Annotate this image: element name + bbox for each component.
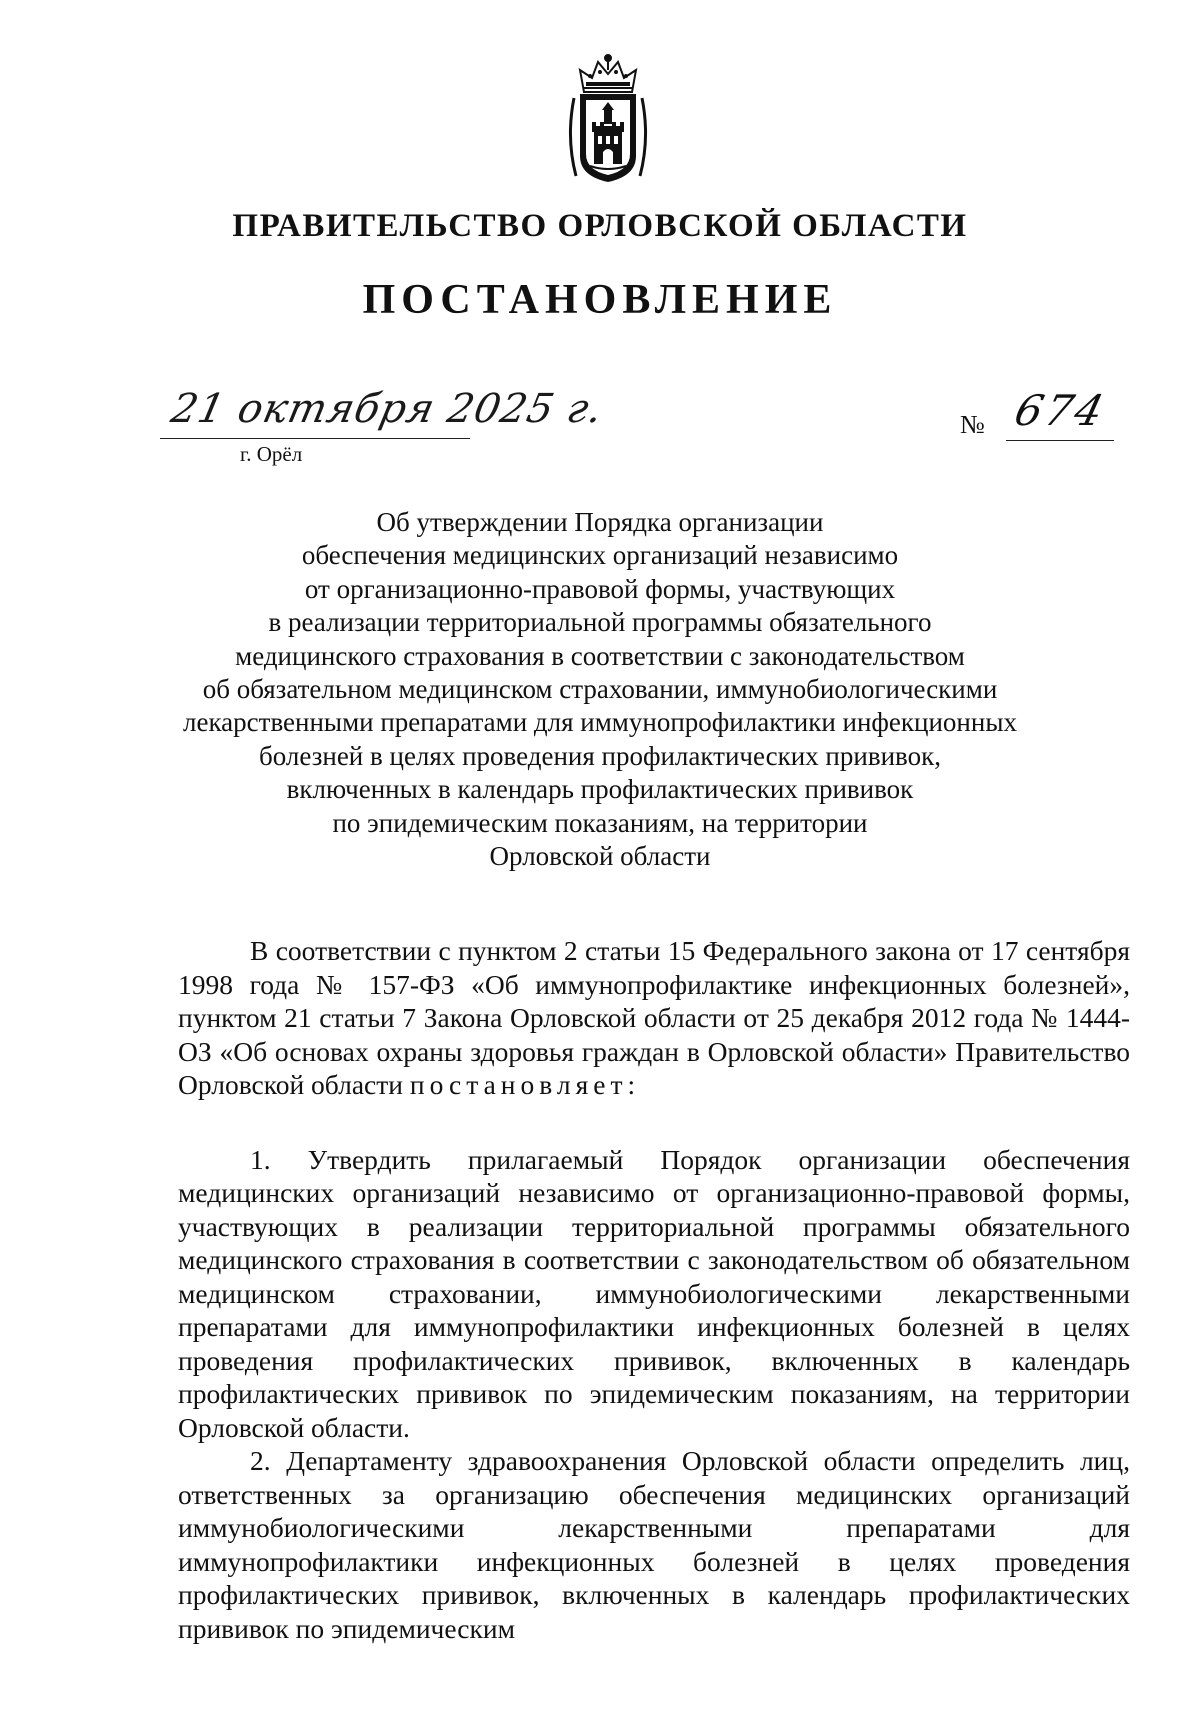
subject-line: Об утверждении Порядка организации [376,507,824,537]
paragraph-gap [178,1102,1130,1143]
subject-line: об обязательном медицинском страховании, иммунобиологическими [202,674,998,705]
city-label: г. Орёл [240,442,303,466]
item-paragraph-2: 2. Департаменту здравоохранения Орловской области определить лиц, ответственных за организацию обеспечения медицинских организаций иммунобиологическими лекарственными препаратами для иммунопрофилактики инфекционных болезней в целях проведения профилактических прививок, включенных в календарь профилактических прививок по эпидемическим [178,1445,1130,1644]
document-subject [180,506,1020,873]
handwritten-date: 21 октября 2025 г. [167,386,608,432]
coat-of-arms-emblem [562,48,654,188]
subject-line: включенных в календарь профилактических прививок [286,774,914,805]
decree-word: постановляет: [409,1069,641,1100]
preamble-text: В соответствии с пунктом 2 статьи 15 Федерального закона от 17 сентября 1998 года № 157-ФЗ «Об иммунопрофилактике инфекционных болезней», пунктом 21 статьи 7 Закона Орловской области от 25 декабря 2012 года № 1444-ОЗ «Об основах охраны здоровья граждан в Орловской области» Правительство Орловской области [178,935,1130,1100]
preamble-paragraph [178,934,1130,1102]
subject-line: лекарственными препаратами для иммунопрофилактики инфекционных [183,707,1017,738]
subject-line: болезней в целях проведения профилактических прививок, [259,740,941,771]
document-body [178,934,1130,1645]
subject-line: от организационно-правовой формы, участвующих [304,573,896,604]
subject-line: Орловской области [489,841,711,872]
subject-line: по эпидемическим показаниям, на территории [332,807,868,838]
government-title: ПРАВИТЕЛЬСТВО ОРЛОВСКОЙ ОБЛАСТИ [232,208,968,244]
handwritten-number: 674 [1009,386,1112,435]
subject-line: в реализации территориальной программы обязательного [268,607,932,638]
document-type-heading: ПОСТАНОВЛЕНИЕ [362,277,838,323]
number-sign: № [960,410,985,439]
item-paragraph-1: 1. Утвердить прилагаемый Порядок организации обеспечения медицинских организаций независимо от организационно-правовой формы, участвующих в реализации территориальной программы обязательного медицинского страхования в соответствии с законодательством об обязательном медицинском страховании, иммунобиологическими лекарственными препаратами для иммунопрофилактики инфекционных болезней в целях проведения профилактических прививок, включенных в календарь профилактических прививок по эпидемическим показаниям, на территории Орловской области. [178,1143,1130,1443]
subject-line: обеспечения медицинских организаций независимо [301,540,899,571]
subject-line: медицинского страхования в соответствии с законодательством [235,640,965,671]
